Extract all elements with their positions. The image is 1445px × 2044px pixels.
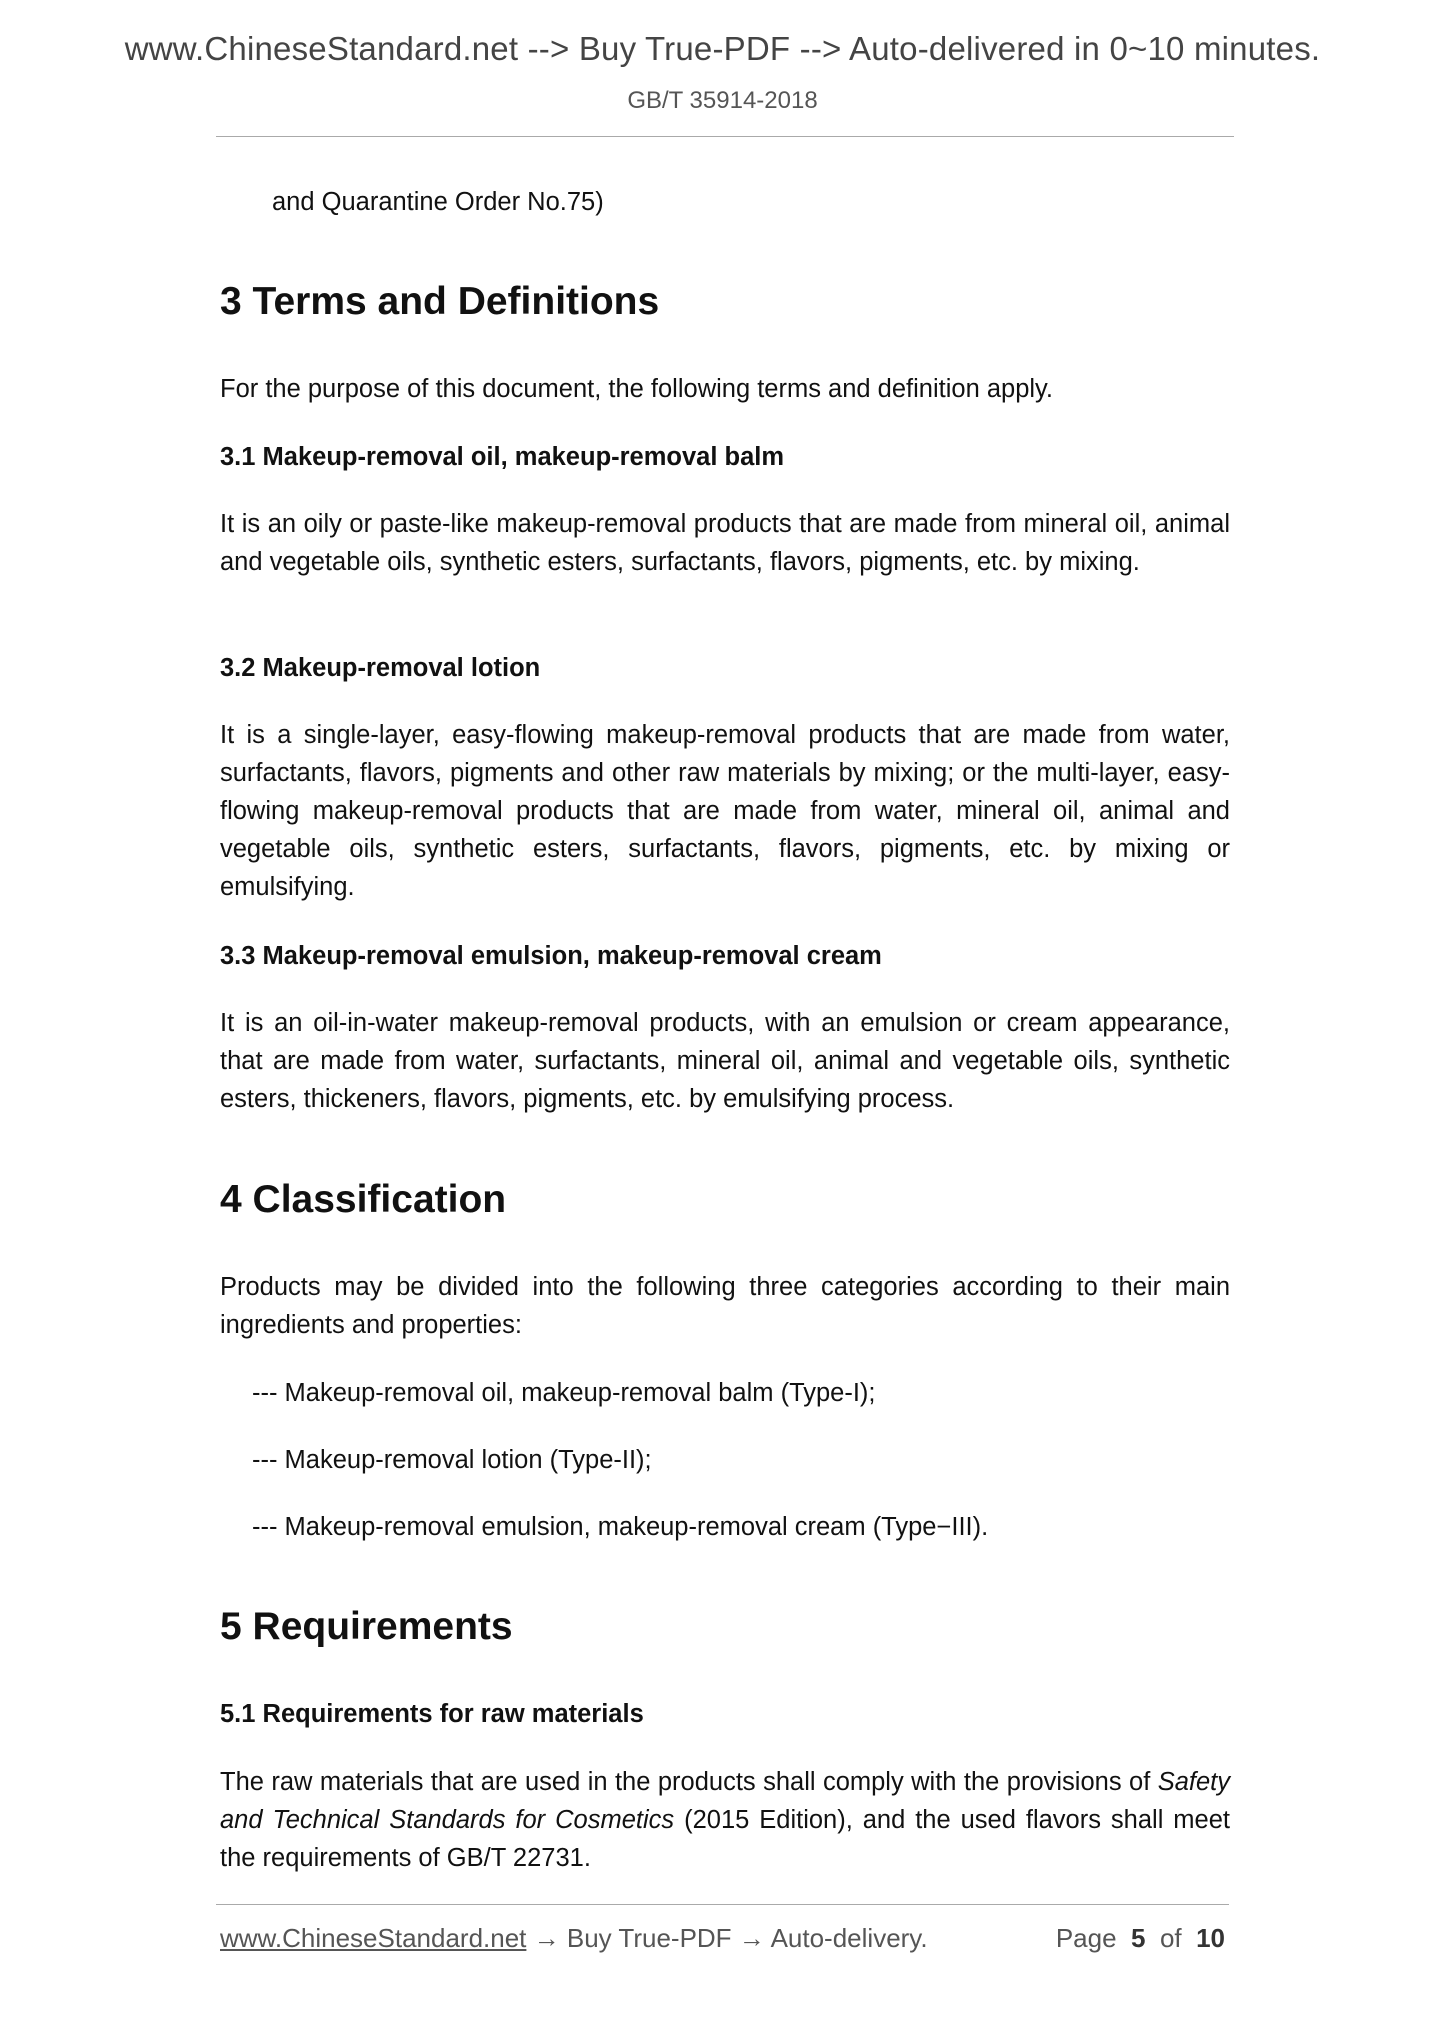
clause-3-2-title: 3.2 Makeup-removal lotion: [220, 654, 541, 682]
clause-5-1-text-a: The raw materials that are used in the products shall comply with the provisions of: [220, 1768, 1158, 1796]
page-label: Page: [1055, 1923, 1117, 1953]
page-current: 5: [1131, 1923, 1146, 1953]
section-5-title: 5 Requirements: [220, 1605, 513, 1648]
footer-site-link[interactable]: www.ChineseStandard.net: [220, 1923, 527, 1953]
footer-tagline: → Buy True-PDF → Auto-delivery.: [526, 1923, 928, 1953]
header-divider: [216, 136, 1234, 137]
clause-3-1-title: 3.1 Makeup-removal oil, makeup-removal balm: [220, 443, 785, 471]
page-total: 10: [1196, 1923, 1225, 1953]
list-item: --- Makeup-removal lotion (Type-II);: [252, 1446, 652, 1474]
standard-code: GB/T 35914-2018: [627, 87, 818, 114]
page-indicator: [1056, 1920, 1225, 1956]
footer-divider: [216, 1904, 1229, 1905]
page-of: of: [1159, 1923, 1182, 1953]
footer-left: [220, 1920, 928, 1956]
section-4-intro: Products may be divided into the following three categories according to their main ingredients and properties:: [220, 1273, 1230, 1339]
list-item: --- Makeup-removal emulsion, makeup-removal cream (Type−III).: [252, 1513, 989, 1541]
clause-3-3-title: 3.3 Makeup-removal emulsion, makeup-removal cream: [220, 942, 882, 970]
clause-3-2-text: It is a single-layer, easy-flowing makeup-removal products that are made from water, surfactants, flavors, pigments and other raw materials by mixing; or the multi-layer, easy-flowing makeup-removal products that are made from water, mineral oil, animal and vegetable oils, synthetic esters, surfactants, flavors, pigments, etc. by mixing or emulsifying.: [220, 721, 1230, 901]
site-banner: www.ChineseStandard.net --> Buy True-PDF --> Auto-delivered in 0~10 minutes.: [124, 30, 1321, 67]
clause-5-1-text-b: (2015 Edition), and the used flavors shall meet the requirements of GB/T 22731.: [220, 1806, 1230, 1872]
clause-3-3-text: It is an oil-in-water makeup-removal products, with an emulsion or cream appearance, that are made from water, surfactants, mineral oil, animal and vegetable oils, synthetic esters, thickeners, flavors, pigments, etc. by emulsifying process.: [220, 1009, 1230, 1113]
clause-3-1-text: It is an oily or paste-like makeup-removal products that are made from mineral oil, animal and vegetable oils, synthetic esters, surfactants, flavors, pigments, etc. by mixing.: [220, 510, 1230, 576]
list-item: --- Makeup-removal oil, makeup-removal balm (Type-I);: [252, 1379, 876, 1407]
clause-5-1-text: [220, 1763, 1230, 1877]
section-3-intro: For the purpose of this document, the following terms and definition apply.: [220, 375, 1053, 403]
clause-5-1-title: 5.1 Requirements for raw materials: [220, 1700, 644, 1728]
continuation-text: and Quarantine Order No.75): [272, 188, 604, 216]
cited-standard-title: Safety and Technical Standards for Cosmetics: [220, 1768, 1230, 1834]
section-4-title: 4 Classification: [220, 1178, 507, 1221]
section-3-title: 3 Terms and Definitions: [220, 280, 660, 323]
